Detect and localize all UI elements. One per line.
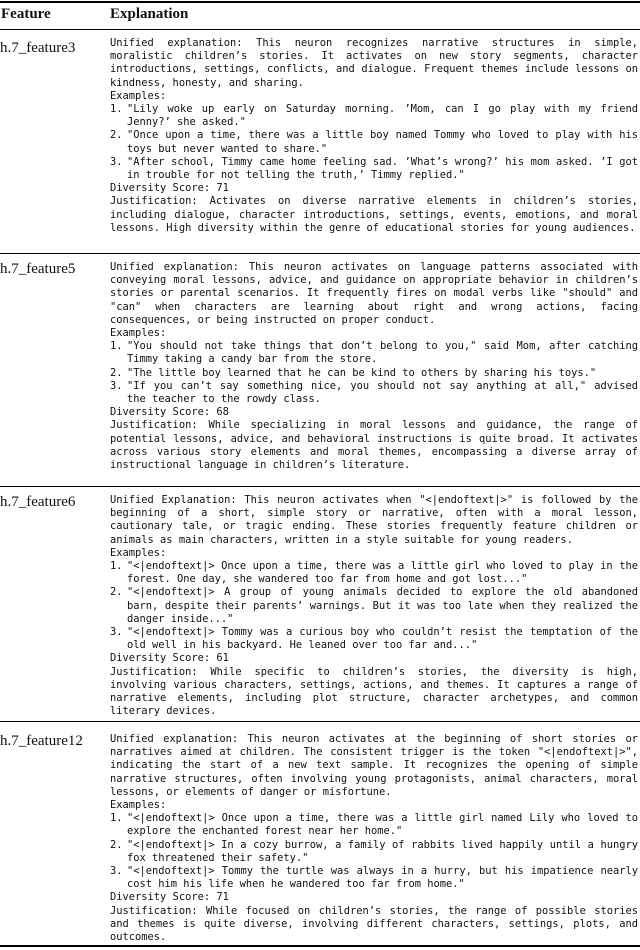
unified-explanation: Unified explanation: This neuron activates on language patterns associated with conveying moral lessons, advice, and guidance on appropriate behavior in children’s stories or parental scenarios. It frequently fires on modal verbs like "should" and "can" when characters are learning about right and wrong actions, facing consequences, or being instructed on proper conduct. [110,261,638,326]
example-item [110,586,638,626]
example-number: 3. [110,865,123,878]
unified-explanation: Unified explanation: This neuron recognizes narrative structures in simple, moralistic children’s stories. It activates on new story segments, character introductions, settings, conflicts, and dialogue. Frequent themes include lessons on kindness, honesty, and sharing. [110,37,638,89]
explanation-cell [110,37,638,235]
example-number: 2. [110,366,123,379]
header-feature: Feature [1,6,51,22]
justification: Justification: While specific to children’s stories, the diversity is high, involving various characters, settings, actions, and themes. It captures a range of narrative elements, including plot structure, character archetypes, and common literary devices. [110,665,638,718]
example-item [110,340,638,366]
example-text: "The little boy learned that he can be kind to others by sharing his toys." [127,366,597,379]
row-divider [0,486,640,487]
example-number: 3. [110,379,123,392]
unified-explanation: Unified Explanation: This neuron activates when "<|endoftext|>" is followed by the beginning of a short, simple story or narrative, often with a moral lesson, cautionary tale, or tragic ending. These stories frequently feature children or animals as main characters, written in a style suitable for young readers. [110,494,638,546]
example-text: "<|endoftext|> Tommy was a curious boy who couldn’t resist the temptation of the old well in his backyard. He leaned over too far and..." [127,626,638,652]
example-number: 2. [110,129,123,142]
feature-name: h.7_feature3 [0,40,76,56]
justification: Justification: While specializing in moral lessons and guidance, the range of potential lessons, advice, and behavioral instructions is quite broad. It activates across various story elements and moral themes, encompassing a diverse array of instructional language in children’s literature. [110,419,638,472]
example-item [110,103,638,129]
example-text: "<|endoftext|> Tommy the turtle was always in a hurry, but his impatience nearly cost him his life when he wandered too far from home." [127,865,638,891]
examples-label: Examples: [110,546,167,559]
explanation-cell [110,261,638,472]
diversity-score: Diversity Score: 61 [110,652,229,665]
example-item [110,812,638,838]
example-number: 1. [110,340,123,353]
diversity-score: Diversity Score: 71 [110,891,229,904]
example-number: 1. [110,812,123,825]
example-text: "<|endoftext|> A group of young animals decided to explore the old abandoned barn, despite their parents’ warnings. But it was too late when they realized the danger inside..." [127,586,638,625]
diversity-score: Diversity Score: 71 [110,182,229,195]
examples-label: Examples: [110,799,167,812]
example-number: 2. [110,838,123,851]
examples-label: Examples: [110,327,167,340]
examples-label: Examples: [110,89,167,102]
example-item [110,367,638,380]
example-item [110,380,638,406]
example-text: "You should not take things that don’t belong to you," said Mom, after catching Timmy taking a candy bar from the store. [127,340,638,366]
example-item [110,156,638,182]
example-number: 3. [110,155,123,168]
example-text: "Once upon a time, there was a little boy named Tommy who loved to play with his toys but never wanted to share." [127,129,638,155]
diversity-score: Diversity Score: 68 [110,406,229,419]
example-text: "Lily woke up early on Saturday morning. ’Mom, can I go play with my friend Jenny?’ she asked." [127,103,638,129]
row-divider [0,253,640,254]
header-explanation: Explanation [110,6,189,22]
example-item [110,129,638,155]
example-text: "<|endoftext|> Once upon a time, there was a little girl named Lily who loved to explore the enchanted forest near her home." [127,812,638,838]
example-text: "If you can’t say something nice, you should not say anything at all," advised the teacher to the rowdy class. [127,379,638,406]
example-number: 3. [110,626,123,639]
feature-name: h.7_feature5 [0,261,76,277]
explanation-cell [110,733,638,944]
example-text: "After school, Timmy came home feeling sad. ’What’s wrong?’ his mom asked. ’I got in trouble for not telling the truth,’ Timmy replied." [127,155,638,182]
example-number: 1. [110,103,123,116]
feature-name: h.7_feature6 [0,494,76,510]
example-text: "<|endoftext|> In a cozy burrow, a family of rabbits lived happily until a hungry fox threatened their safety." [127,838,638,864]
example-number: 1. [110,560,123,573]
example-item [110,865,638,891]
header-rule [0,29,640,30]
row-divider [0,721,640,722]
example-number: 2. [110,586,123,599]
top-rule [0,1,640,3]
example-text: "<|endoftext|> Once upon a time, there was a little girl who loved to play in the forest. One day, she wandered too far from home and got lost..." [127,560,638,586]
example-item [110,560,638,586]
example-item [110,839,638,865]
example-item [110,626,638,652]
explanation-cell [110,494,638,718]
justification: Justification: Activates on diverse narrative elements in children’s stories, including dialogue, character introductions, settings, events, emotions, and moral lessons. High diversity within the genre of educational stories for young audiences. [110,195,638,234]
feature-name: h.7_feature12 [0,733,83,749]
justification: Justification: While focused on children’s stories, the range of possible stories and themes is quite diverse, involving different characters, settings, plots, and outcomes. [110,904,638,944]
unified-explanation: Unified explanation: This neuron activates at the beginning of short stories or narratives aimed at children. The consistent trigger is the token "<|endoftext|>", indicating the start of a new text sample. It recognizes the opening of simple narrative structures, often involving young protagonists, animal characters, moral lessons, or elements of danger or misfortune. [110,733,638,798]
bottom-rule [0,945,640,947]
